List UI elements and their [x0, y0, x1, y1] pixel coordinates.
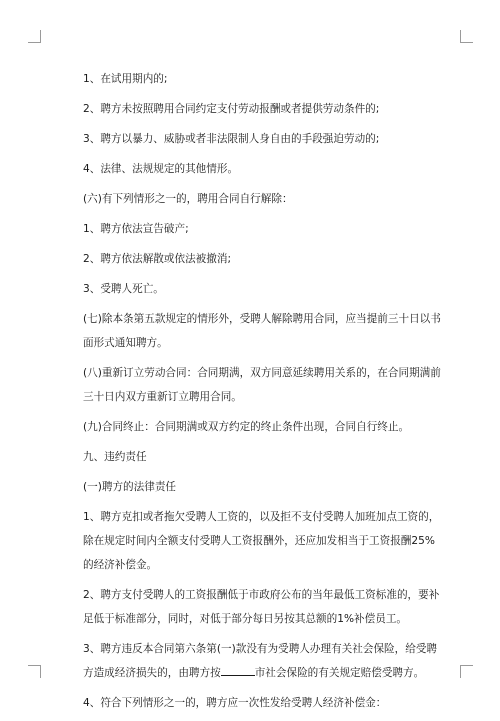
- paragraph: (七)除本条第五款规定的情形外，受聘人解除聘用合同，应当提前三十日以书面形式通知聘方。: [83, 313, 441, 349]
- paragraph: 4、符合下列情形之一的，聘方应一次性发给受聘人经济补偿金：: [83, 697, 387, 709]
- document-body: [83, 67, 441, 721]
- paragraph-with-blank: [83, 637, 441, 685]
- crop-mark-bottom-right: [460, 665, 473, 678]
- paragraph: 3、聘方以暴力、威胁或者非法限制人身自由的手段强迫劳动的;: [83, 133, 380, 145]
- section-heading: 九、违约责任: [83, 451, 147, 463]
- paragraph-part: 3、聘方违反本合同第六条第(一)款没有为受聘人办理有关社会保险，给受聘方造成经济损失的，由聘方按: [83, 643, 438, 679]
- paragraph: 3、受聘人死亡。: [83, 283, 164, 295]
- crop-mark-bottom-left: [28, 665, 41, 678]
- fill-in-blank[interactable]: [221, 664, 255, 676]
- paragraph: (八)重新订立劳动合同：合同期满，双方同意延续聘用关系的，在合同期满前三十日内双方重新订立聘用合同。: [83, 367, 441, 403]
- paragraph: 4、法律、法规规定的其他情形。: [83, 163, 239, 175]
- paragraph: 1、聘方依法宣告破产;: [83, 223, 189, 235]
- paragraph: (六)有下列情形之一的，聘用合同自行解除：: [83, 193, 293, 205]
- paragraph: 2、聘方未按照聘用合同约定支付劳动报酬或者提供劳动条件的;: [83, 103, 380, 115]
- crop-mark-top-left: [28, 30, 41, 43]
- paragraph: 1、在试用期内的;: [83, 73, 168, 85]
- paragraph-part: 市社会保险的有关规定赔偿受聘方。: [254, 667, 425, 679]
- subsection-heading: (一)聘方的法律责任: [83, 481, 177, 493]
- paragraph: 2、聘方依法解散或依法被撤消;: [83, 253, 232, 265]
- paragraph: 1、聘方克扣或者拖欠受聘人工资的，以及拒不支付受聘人加班加点工资的，除在规定时间内全额支付受聘人工资报酬外，还应加发相当于工资报酬25%的经济补偿金。: [83, 511, 440, 571]
- paragraph: 2、聘方支付受聘人的工资报酬低于市政府公布的当年最低工资标准的，要补足低于标准部分，同时，对低于部分每日另按其总额的1%补偿员工。: [83, 589, 440, 625]
- crop-mark-top-right: [460, 30, 473, 43]
- paragraph: (九)合同终止：合同期满或双方约定的终止条件出现，合同自行终止。: [83, 421, 410, 433]
